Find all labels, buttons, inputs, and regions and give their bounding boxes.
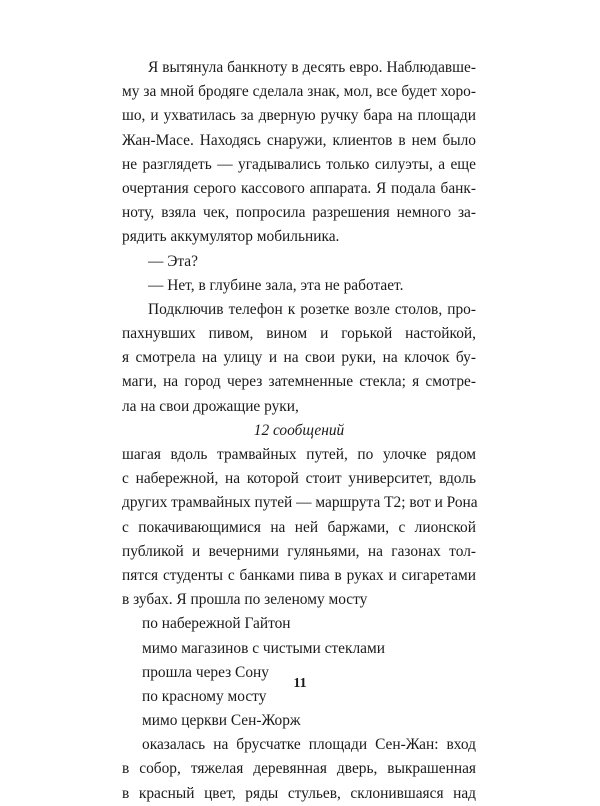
- text-line: оказалась на брусчатке площади Сен-Жан: вход: [142, 736, 476, 754]
- text-line: в собор, тяжелая деревянная дверь, выкрашенная: [122, 760, 476, 778]
- text-line: публикой и вечерними гуляньями, на газонах тол-: [122, 542, 476, 560]
- text-line: пахнувших пивом, вином и горькой настойкой,: [122, 325, 476, 343]
- page-body: [122, 56, 476, 806]
- text-line: я смотрела на улицу и на свои руки, на клочок бу-: [122, 349, 476, 367]
- page-number: 11: [293, 676, 307, 691]
- text-line: ноту, взяла чек, попросила разрешения немного за-: [122, 204, 476, 222]
- text-line: в красный цвет, ряды стульев, склонившаяся над: [122, 784, 476, 802]
- text-line: с набережной, на которой стоит университет, вдоль: [122, 470, 476, 488]
- text-line: пятся студенты с банками пива в руках и сигаретами: [122, 566, 476, 584]
- text-line: маги, на город через затемненные стекла; я смотре-: [122, 373, 476, 391]
- text-line: других трамвайных путей — маршрута Т2; вот и Рона: [122, 494, 478, 512]
- verse-line: по красному мосту: [142, 687, 267, 705]
- messages-heading: 12 сообщений: [253, 421, 345, 439]
- dialogue-line: — Эта?: [148, 252, 198, 270]
- text-line: Жан-Масе. Находясь снаружи, клиентов в нем было: [122, 131, 476, 149]
- text-line: с покачивающимися на ней баржами, с лионской: [122, 518, 476, 536]
- text-line: в зубах. Я прошла по зеленому мосту: [122, 591, 368, 609]
- text-line: Я вытянула банкноту в десять евро. Наблюдавше-: [148, 59, 476, 76]
- verse-line: мимо магазинов с чистыми стеклами: [142, 639, 385, 657]
- text-line: ла на свои дрожащие руки,: [122, 397, 299, 415]
- text-line: му за мной бродяге сделала знак, мол, все будет хоро-: [122, 83, 476, 101]
- verse-line: по набережной Гайтон: [142, 615, 291, 633]
- verse-line: прошла через Сону: [142, 663, 269, 681]
- text-line: очертания серого кассового аппарата. Я подала банк-: [122, 179, 476, 197]
- text-line: Подключив телефон к розетке возле столов, про-: [148, 300, 476, 318]
- text-line: шо, и ухватилась за дверную ручку бара на площади: [122, 107, 476, 125]
- text-line: рядить аккумулятор мобильника.: [122, 228, 340, 246]
- verse-line: мимо церкви Сен-Жорж: [142, 712, 301, 730]
- dialogue-line: — Нет, в глубине зала, эта не работает.: [148, 276, 404, 294]
- text-line: не разглядеть — угадывались только силуэты, а еще: [122, 155, 476, 173]
- text-line: шагая вдоль трамвайных путей, по улочке рядом: [122, 446, 476, 463]
